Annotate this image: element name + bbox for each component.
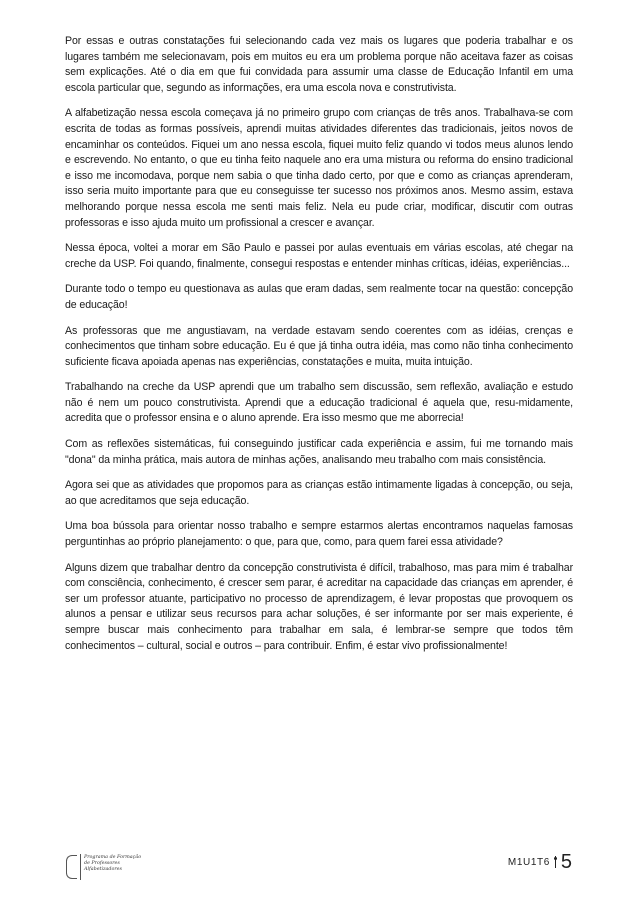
paragraph-4: Durante todo o tempo eu questionava as aulas que eram dadas, sem realmente tocar na questão: concepção de educação! (65, 283, 573, 311)
logo-line-1: Programa de Formação (84, 855, 142, 860)
separator-icon (554, 856, 557, 868)
logo-line-3: Alfabetizadores (84, 867, 122, 872)
page-number: 5 (560, 851, 572, 873)
paragraph-9: Uma boa bússola para orientar nosso trabalho e sempre estarmos alertas encontramos naquelas famosas perguntinhas ao próprio planejamento: o que, para que, como, para quem farei essa atividade? (65, 520, 573, 549)
program-logo (66, 853, 156, 881)
paragraph-6: Trabalhando na creche da USP aprendi que um trabalho sem discussão, sem reflexão, avaliação e estudo não é nem um pouco construtivista. Aprendi que a educação tradicional é aquela que, resu-midamente, acredita que o professor ensina e o aluno aprende. Era isso mesmo que me aborrecia! (65, 381, 573, 425)
paragraph-2: A alfabetização nessa escola começava já no primeiro grupo com crianças de três anos. Trabalhava-se com escrita de todas as formas possíveis, aprendi muitas atividades diferentes das tradicionais, jeitos novos de encaminhar os conteúdos. Fiquei um ano nessa escola, fiquei muito feliz quando vi todos meus alunos lendo e escrevendo. No entanto, o que eu tinha feito naquele ano era uma mistura ou reforma do ensino tradicional e isso me incomodava, porque nem sabia o que tinha dado certo, por que e como as crianças aprenderam, isso seria muito importante para que eu conseguisse ter sucesso nos próximos anos. Mesmo assim, estava melhorando porque nessa escola me senti mais feliz. Nela eu pude criar, modificar, discutir com outras professoras e isso ajuda muito um profissional a crescer e avançar. (65, 107, 573, 229)
page-code: M1U1T6 (507, 856, 550, 868)
logo-bracket-icon (66, 855, 77, 879)
document-body (65, 34, 573, 664)
logo-line-2: de Professores (84, 861, 120, 866)
paragraph-10: Alguns dizem que trabalhar dentro da concepção construtivista é difícil, trabalhoso, mas para mim é trabalhar com consciência, conhecimento, é crescer sem parar, é acreditar na capacidade das crianças em aprender, é ser um professor atuante, participativo no processo de aprendizagem, é levar propostas que provoquem os alunos a pensar e utilizar seus recursos para achar soluções, é ser informante por ser mais experiente, é sempre buscar mais conhecimento para trabalhar em sala, é lembrar-se sempre que todos têm conhecimentos – cultural, social e outros – para contribuir. Enfim, é estar vivo profissionalmente! (65, 561, 573, 652)
paragraph-5: As professoras que me angustiavam, na verdade estavam sendo coerentes com as idéias, crenças e conhecimentos que tinham sobre educação. Eu é que já tinha outra idéia, mas como não tinha conhecimento suficiente ficava apoiada apenas nas experiências, constatações e muita, muita intuição. (65, 324, 573, 368)
paragraph-8: Agora sei que as atividades que propomos para as crianças estão intimamente ligadas à concepção, ou seja, ao que acreditamos que seja educação. (65, 479, 573, 507)
logo-text (84, 855, 141, 873)
logo-divider (80, 854, 81, 880)
paragraph-7: Com as reflexões sistemáticas, fui conseguindo justificar cada experiência e assim, fui me tornando mais "dona" da minha prática, mais autora de minhas ações, analisando meu trabalho com mais consistência. (65, 438, 573, 466)
page-footer (508, 852, 572, 872)
paragraph-3: Nessa época, voltei a morar em São Paulo e passei por aulas eventuais em várias escolas, até chegar na creche da USP. Foi quando, finalmente, consegui respostas e entender minhas críticas, idéias, experiências... (65, 242, 573, 270)
paragraph-1: Por essas e outras constatações fui selecionando cada vez mais os lugares que poderia trabalhar e os lugares também me selecionavam, pois em muitos eu era um problema porque não aceitava fazer as coisas sem explicações. Até o dia em que fui convidada para assumir uma classe de Educação Infantil em uma escola particular que, segundo as informações, era uma escola nova e construtivista. (65, 35, 573, 94)
